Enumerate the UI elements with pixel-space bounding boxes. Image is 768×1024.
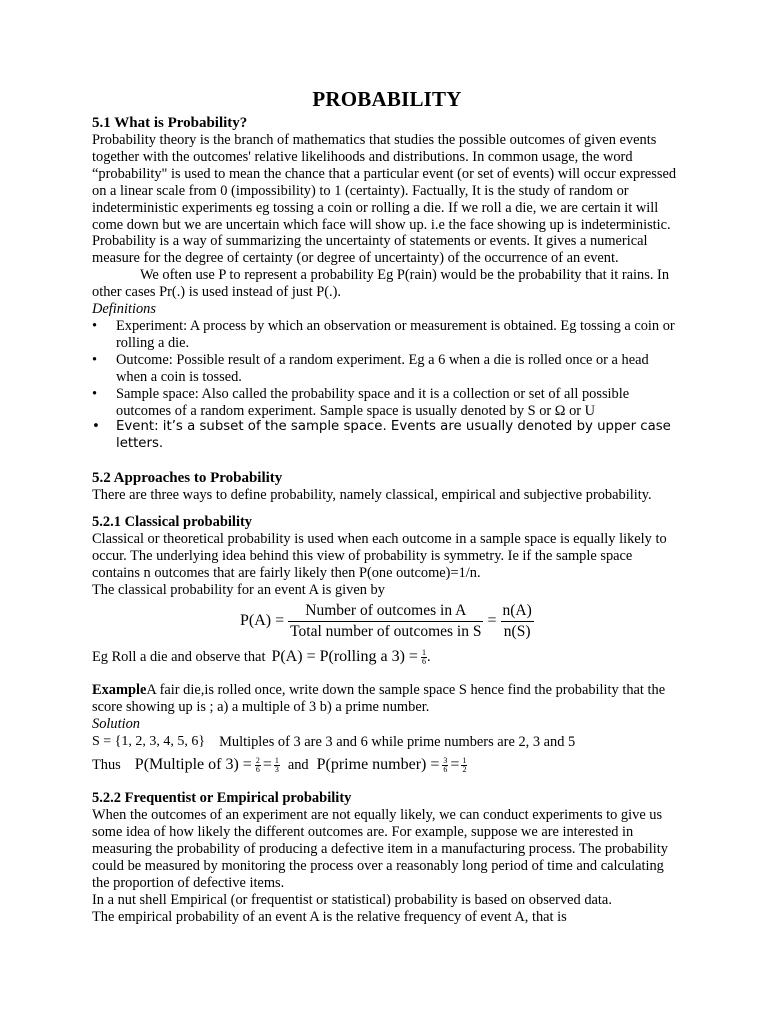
- definition-outcome: • Outcome: Possible result of a random experiment. Eg a 6 when a die is rolled once or a head when a coin is tossed.: [92, 352, 682, 386]
- die-example-denominator: 6: [421, 656, 426, 666]
- multiple-of-3-fraction-1: [255, 757, 261, 774]
- definitions-label: Definitions: [92, 301, 156, 318]
- section-5-2-2-heading: 5.2.2 Frequentist or Empirical probability: [92, 790, 352, 807]
- section-5-2-2-paragraph-1: When the outcomes of an experiment are not equally likely, we can conduct experiments to give us some idea of how likely the different outcomes are. For example, suppose we are interested in measuring the probability of producing a defective item in a manufacturing process. The probability could be measured by monitoring the process over a reasonably long period of time and calculating the proportion of defective items.: [92, 807, 668, 891]
- classical-probability-formula: [92, 601, 682, 645]
- multiple-of-3-equals: =: [262, 756, 272, 774]
- solution-results-line: [92, 757, 682, 774]
- section-5-1-paragraph-1: Probability theory is the branch of mathematics that studies the possible outcomes of given events together with the outcomes' relative likelihoods and distributions. In common usage, the word “probability" is used to mean the chance that a particular event (or set of events) will occur expressed on a linear scale from 0 (impossibility) to 1 (certainty). Factually, It is the study of random or indeterministic experiments eg tossing a coin or rolling a die. If we roll a die, we are certain it will come down but we are uncertain which face will show up. i.e the face showing up is indeterministic. Probability is a way of summarizing the uncertainty of statements or events. It gives a numerical measure for the degree of certainty (or degree of uncertainty) of the occurrence of an event.: [92, 132, 677, 267]
- section-5-1-heading: 5.1 What is Probability?: [92, 115, 248, 131]
- multiple-of-3-fraction-2: [274, 757, 280, 774]
- prime-number-fraction-2: [461, 757, 467, 774]
- die-example-line: [92, 649, 682, 666]
- sample-space-line: [92, 734, 682, 751]
- die-example-end: .: [426, 648, 431, 665]
- definitions-list: [92, 318, 682, 453]
- page-title: PROBABILITY: [312, 87, 462, 111]
- fraction-denominator: 2: [462, 765, 467, 775]
- definition-sample-space: • Sample space: Also called the probability space and it is a collection or set of all possible outcomes of a random experiment. Sample space is usually denoted by S or Ω or U: [92, 386, 682, 420]
- prime-number-lhs: P(prime number) =: [316, 756, 440, 774]
- section-5-2-1-paragraph-2: The classical probability for an event A is given by: [92, 581, 385, 598]
- section-5-2-2-paragraph-2: In a nut shell Empirical (or frequentist or statistical) probability is based on observed data.: [92, 891, 612, 908]
- prime-number-fraction-1: [442, 757, 448, 774]
- section-5-2-2-paragraph-3: The empirical probability of an event A is the relative frequency of event A, that is: [92, 908, 567, 925]
- document-page: [92, 86, 682, 926]
- formula-denominator-2: n(S): [503, 622, 531, 640]
- multiple-of-3-lhs: P(Multiple of 3) =: [134, 756, 252, 774]
- and-label: and: [287, 757, 309, 774]
- die-example-math: P(A) = P(rolling a 3) =: [271, 647, 418, 665]
- formula-numerator: Number of outcomes in A: [288, 601, 483, 622]
- example-paragraph: [92, 682, 682, 716]
- sample-space-text: Multiples of 3 are 3 and 6 while prime numbers are 2, 3 and 5: [219, 734, 576, 751]
- definition-experiment: • Experiment: A process by which an observation or measurement is obtained. Eg tossing a coin or rolling a die.: [92, 318, 682, 352]
- formula-fraction-2: [501, 601, 534, 642]
- section-5-1-paragraph-2: We often use P to represent a probability Eg P(rain) would be the probability that it rains. In other cases Pr(.) is used instead of just P(.).: [92, 267, 670, 301]
- prime-number-equals: =: [450, 756, 460, 774]
- section-5-2-paragraph: There are three ways to define probability, namely classical, empirical and subjective probability.: [92, 487, 652, 504]
- fraction-denominator: 6: [255, 765, 260, 775]
- formula-equals: =: [487, 611, 497, 629]
- solution-label: Solution: [92, 715, 140, 732]
- example-label: Example: [92, 681, 147, 698]
- fraction-numerator: 3: [443, 756, 448, 766]
- sample-space-set: S = {1, 2, 3, 4, 5, 6}: [92, 734, 206, 750]
- formula-numerator-2: n(A): [501, 601, 534, 622]
- fraction-numerator: 1: [462, 756, 467, 766]
- thus-label: Thus: [92, 757, 121, 774]
- section-5-2-1-heading: 5.2.1 Classical probability: [92, 514, 253, 531]
- fraction-denominator: 6: [443, 765, 448, 775]
- example-text: A fair die,is rolled once, write down the sample space S hence find the probability that the score showing up is ; a) a multiple of 3 b) a prime number.: [92, 681, 666, 715]
- section-5-2-1-paragraph-1: Classical or theoretical probability is used when each outcome in a sample space is equally likely to occur. The underlying idea behind this view of probability is symmetry. Ie if the sample space contains n outcomes that are fairly likely then P(one outcome)=1/n.: [92, 531, 667, 581]
- section-5-2-heading: 5.2 Approaches to Probability: [92, 470, 283, 487]
- formula-lhs: P(A) =: [240, 611, 285, 629]
- formula-denominator: Total number of outcomes in S: [290, 622, 482, 640]
- fraction-numerator: 1: [274, 756, 279, 766]
- definition-event: • Event: it’s a subset of the sample space. Events are usually denoted by upper case letters.: [92, 419, 682, 453]
- formula-fraction: [288, 601, 483, 642]
- die-example-numerator: 1: [421, 647, 426, 657]
- die-example-text: Eg Roll a die and observe that: [92, 648, 266, 665]
- fraction-denominator: 3: [274, 765, 279, 775]
- fraction-numerator: 2: [255, 756, 260, 766]
